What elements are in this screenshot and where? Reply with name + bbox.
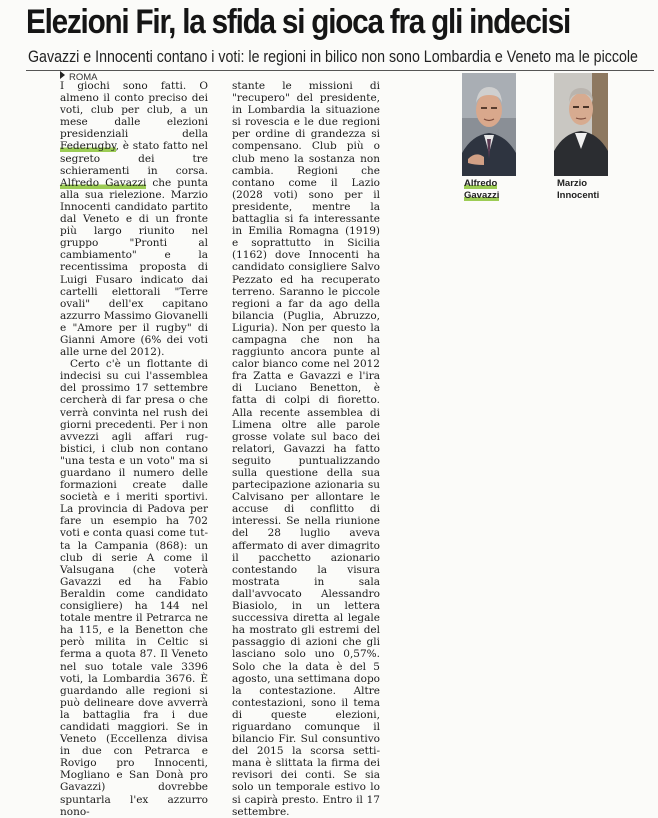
photo-marzio-innocenti xyxy=(554,73,608,176)
photo-caption-gavazzi xyxy=(464,178,534,202)
article-paragraph xyxy=(60,358,208,818)
portrait-photo-icon xyxy=(554,73,608,176)
portrait-photo-icon xyxy=(462,73,516,176)
photo-alfredo-gavazzi xyxy=(462,73,516,176)
paragraph-text: , è stato fatto nel segreto dei tre schieramenti in corsa. xyxy=(60,140,208,177)
caption-last-name: Gavazzi xyxy=(464,190,500,201)
article-column-1 xyxy=(60,80,208,818)
photo-caption-innocenti xyxy=(557,178,627,202)
caption-first-name: Marzio xyxy=(557,178,588,189)
paragraph-text: Certo c'è un flottante di indecisi su cui l'assemblea del prossimo 17 settembre cercherà di far presa o che verrà convinta nel rush dei giorni precedenti. Per i non avvezzi agli affari rugbistici, i club non contano "una testa e un voto" ma si guardano il numero delle formazioni create dalle società e i meriti sportivi. La provincia di Padova per fare un esempio ha 702 voti e conta quasi come tutta la Campania (868): un club di serie A come il Valsugana (che voterà Gavazzi ed ha Fabio Beraldin come candidato consigliere) ha 144 nel totale mentre il Petrarca ne ha 115, e la Benetton che però milita in Celtic si ferma a quota 87. Il Veneto nel suo totale vale 3396 voti, la Lombardia 3676. È guardando alle regioni si può delineare dove avverrà la battaglia fra i due candidati maggiori. Se in Veneto (Eccellenza divisa in due con Petrarca e Rovigo pro Innocenti, Mogliano e San Donà pro Gavazzi) dovrebbe spuntarla l'ex azzurro nono- xyxy=(60,358,208,818)
article-paragraph xyxy=(60,80,208,358)
dateline-triangle-icon xyxy=(60,71,65,79)
dateline-text: ROMA xyxy=(69,72,98,83)
headline: Elezioni Fir, la sfida si gioca fra gli indecisi xyxy=(26,3,571,41)
article-paragraph xyxy=(232,80,380,818)
header-rule xyxy=(26,70,654,71)
paragraph-text: che punta alla sua rielezione. Marzio Innocenti candidato partito dal Veneto e di un fronte più largo riunito nel gruppo "Pronti al cambiamento" e la recentissima proposta di Luigi Fusaro indicato dai cartelli elettorali "Terre ovali" dell'ex capitano azzurro Massimo Giovanelli e "Amore per il rugby" di Gianni Amore (6% dei voti alle urne del 2012). xyxy=(60,176,209,359)
caption-first-name: Alfredo xyxy=(464,178,498,189)
caption-last-name: Innocenti xyxy=(557,190,600,201)
article-column-2 xyxy=(232,80,380,818)
highlighted-text: Alfredo Gavazzi xyxy=(60,176,147,189)
paragraph-text: I giochi sono fatti. O almeno il conto preciso dei voti, club per club, a un mese dalle elezioni presidenziali della xyxy=(60,80,208,141)
highlighted-text: Federugby xyxy=(60,140,116,153)
paragraph-text: stante le missioni di "recupero" del presidente, in Lombardia la situazione si rovescia e le due regioni per ordine di grandezza si compensano. Club più o club meno la sostanza non cambia. Regioni che contano come il Lazio (2028 voti) sono per il presidente, mentre la battaglia si fa interessante in Emilia Romagna (1919) e soprattutto in Sicilia (1162) dove Innocenti ha candidato consigliere Salvo Pezzato ed ha recuperato terreno. Saranno le piccole regioni a far da ago della bilancia (Puglia, Abruzzo, Liguria). Non per questo la campagna che non ha raggiunto ancora punte al calor bianco come nel 2012 fra Zatta e Gavazzi e l'ira di Luciano Benetton, è fatta di colpi di fioretto. Alla recente assemblea di Limena oltre alle parole grosse volate sul baco dei relatori, Gavazzi ha fatto seguito puntualizzando sulla questione della sua partecipazione azionaria su Calvisano per allontare le accuse di conflitto di interessi. Se nella riunione del 28 luglio aveva affermato di aver dimagrito il pacchetto azionario contestando la visura mostrata in sala dall'avvocato Alessandro Biasiolo, in un lettera successiva diretta al legale ha mostrato gli estremi del passaggio di azioni che gli lasciano solo uno 0,57%. Solo che la data è del 5 agosto, una settimana dopo la contestazione. Altre contestazioni, sono il tema di queste elezioni, riguardano comunque il bilancio Fir. Sul consuntivo del 2015 la scorsa settimana è slittata la firma dei revisori dei conti. Se sia solo un temporale estivo lo si capirà presto. Entro il 17 settembre. xyxy=(232,80,380,818)
subheadline: Gavazzi e Innocenti contano i voti: le regioni in bilico non sono Lombardia e Veneto ma le piccole xyxy=(28,47,638,66)
